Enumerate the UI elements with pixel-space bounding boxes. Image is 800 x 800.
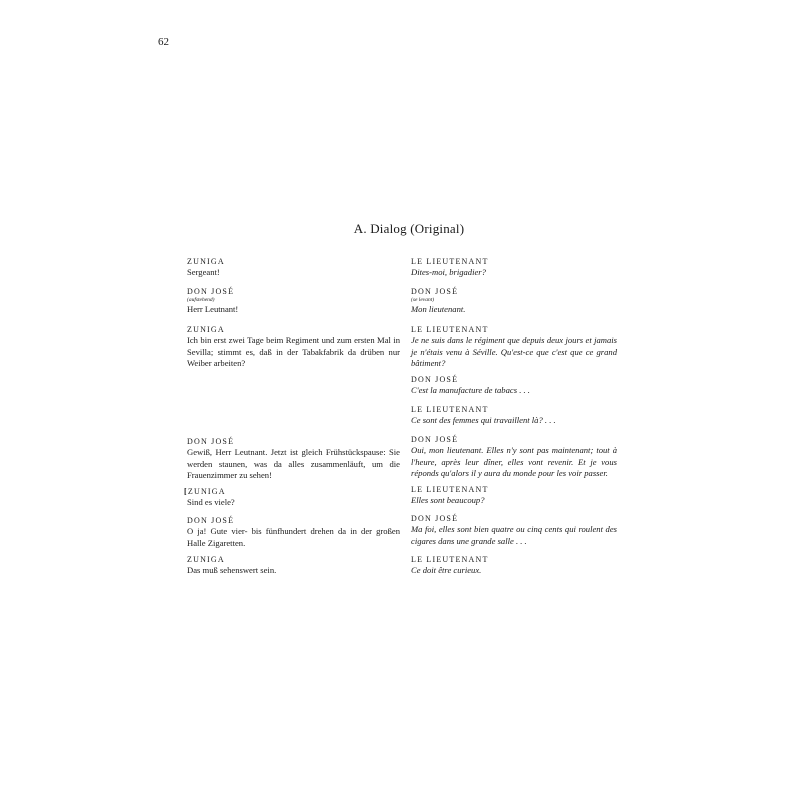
dialog-block	[184, 486, 400, 509]
dialog-block	[411, 374, 617, 397]
dialog-text: Sind es viele?	[187, 497, 235, 507]
dialog-block	[187, 515, 400, 549]
speaker-name: LE LIEUTENANT	[411, 405, 489, 414]
dialog-block	[411, 484, 617, 507]
dialog-block	[187, 436, 400, 482]
page-number: 62	[158, 36, 169, 48]
speaker-name: LE LIEUTENANT	[411, 257, 489, 266]
speaker-name: DON JOSÉ	[187, 287, 235, 296]
section-title: A. Dialog (Original)	[353, 221, 465, 236]
dialog-text: C'est la manufacture de tabacs . . .	[411, 385, 530, 395]
dialog-block	[187, 324, 400, 370]
speaker-name	[184, 486, 400, 497]
speaker-name: ZUNIGA	[187, 555, 225, 564]
dialog-text: O ja! Gute vier- bis fünfhundert drehen da in der großen Halle Zigaretten.	[187, 526, 400, 548]
dialog-text: Sergeant!	[187, 267, 220, 277]
dialog-block	[411, 256, 617, 279]
dialog-text: Je ne suis dans le régiment que depuis deux jours et jamais je n'étais venu à Séville. Qu'est-ce que c'est que ce grand bâtiment?	[411, 335, 617, 369]
dialog-text: Ce sont des femmes qui travaillent là? . . .	[411, 415, 556, 425]
speaker-name: DON JOSÉ	[411, 435, 459, 444]
dialog-text: Gewiß, Herr Leutnant. Jetzt ist gleich Frühstückspause: Sie werden staunen, was da alles zusammenläuft, um die Frauenzimmer zu sehen!	[187, 447, 400, 481]
dialog-text: Dites-moi, brigadier?	[411, 267, 486, 277]
dialog-block	[411, 513, 617, 547]
dialog-text: Ce doit être curieux.	[411, 565, 482, 575]
dialog-block	[187, 256, 400, 279]
dialog-text: Ich bin erst zwei Tage beim Regiment und zum ersten Mal in Sevilla; stimmt es, daß in der Tabakfabrik da drüben nur Weiber arbeiten?	[187, 335, 400, 369]
dialog-text: Elles sont beaucoup?	[411, 495, 485, 505]
dialog-block	[411, 404, 617, 427]
dialog-block	[411, 286, 617, 316]
dialog-block	[411, 324, 617, 370]
speaker-name: ZUNIGA	[187, 257, 225, 266]
speaker-name: DON JOSÉ	[411, 514, 459, 523]
speaker-name: DON JOSÉ	[187, 437, 235, 446]
bracket-mark: [	[184, 487, 188, 496]
speaker-name: LE LIEUTENANT	[411, 325, 489, 334]
dialog-text: Mon lieutenant.	[411, 304, 466, 314]
dialog-block	[411, 554, 617, 577]
speaker-name: LE LIEUTENANT	[411, 555, 489, 564]
dialog-block	[187, 286, 400, 316]
speaker-name: LE LIEUTENANT	[411, 485, 489, 494]
speaker-name: DON JOSÉ	[411, 287, 459, 296]
dialog-text: Das muß sehenswert sein.	[187, 565, 277, 575]
dialog-text: Ma foi, elles sont bien quatre ou cinq cents qui roulent des cigares dans une grande salle . . .	[411, 524, 617, 546]
dialog-block	[411, 434, 617, 480]
speaker-name: DON JOSÉ	[411, 375, 459, 384]
dialog-text: Oui, mon lieutenant. Elles n'y sont pas maintenant; tout à l'heure, après leur dîner, elles vont revenir. Et je vous réponds qu'alors il y aura du monde pour les voir passer.	[411, 445, 617, 479]
stage-direction: (se levant)	[411, 297, 435, 303]
dialog-text: Herr Leutnant!	[187, 304, 239, 314]
stage-direction: (aufstehend)	[187, 297, 215, 303]
speaker-label: ZUNIGA	[187, 487, 226, 496]
dialog-block	[187, 554, 400, 577]
speaker-name: DON JOSÉ	[187, 516, 235, 525]
speaker-name: ZUNIGA	[187, 325, 225, 334]
